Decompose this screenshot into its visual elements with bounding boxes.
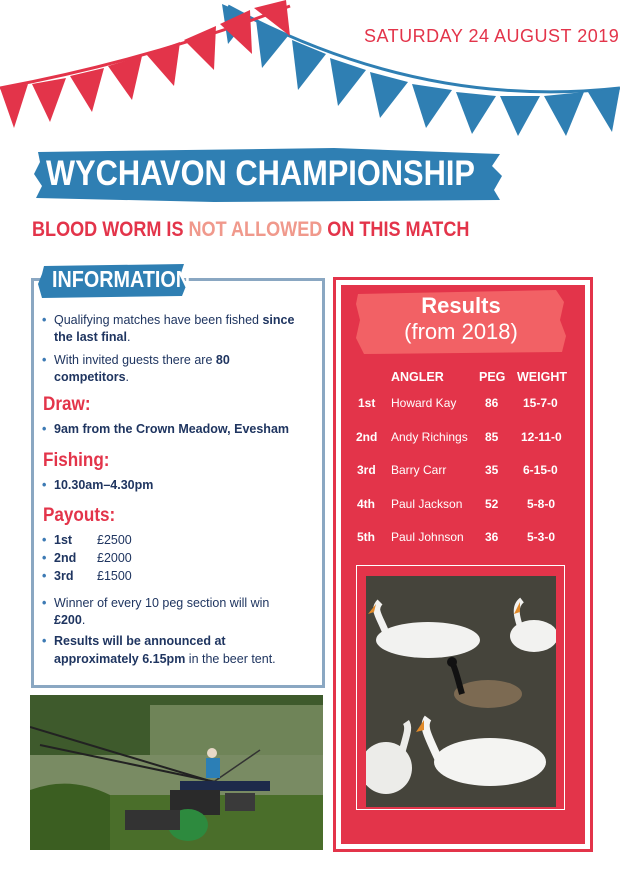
column-header-weight: WEIGHT bbox=[517, 370, 567, 384]
competitors-text: With invited guests there are bbox=[54, 353, 216, 367]
result-angler: Paul Johnson bbox=[391, 530, 464, 544]
payout-amount-2: £2000 bbox=[97, 551, 132, 565]
event-date: SATURDAY 24 AUGUST 2019 bbox=[364, 26, 620, 46]
fishing-times: 10.30am–4.30pm bbox=[54, 478, 154, 492]
result-angler: Howard Kay bbox=[391, 396, 457, 410]
qualifying-bold: since the last final bbox=[54, 313, 295, 344]
bunting-decoration bbox=[0, 0, 620, 160]
result-position: 4th bbox=[357, 497, 375, 511]
result-angler: Barry Carr bbox=[391, 463, 447, 477]
bullet-marker: • bbox=[42, 422, 47, 436]
bullet-marker: • bbox=[42, 478, 47, 492]
announce-place: in the beer tent. bbox=[185, 652, 276, 666]
section-prize-text bbox=[54, 595, 304, 629]
payout-place-3: 3rd bbox=[54, 569, 74, 583]
result-position: 3rd bbox=[357, 463, 376, 477]
result-weight: 5-3-0 bbox=[527, 530, 556, 544]
competitors-after: . bbox=[125, 370, 130, 384]
result-peg: 35 bbox=[485, 463, 499, 477]
bullet-marker: • bbox=[42, 596, 47, 610]
payout-place-2: 2nd bbox=[54, 551, 77, 565]
results-title: Results bbox=[421, 293, 501, 318]
payout-amount-1: £2500 bbox=[97, 533, 132, 547]
blood-worm-notice bbox=[32, 218, 469, 242]
results-subtitle: (from 2018) bbox=[404, 319, 518, 344]
result-angler: Paul Jackson bbox=[391, 497, 463, 511]
section-text: Winner of every 10 peg section will win bbox=[54, 596, 270, 610]
notice-not-allowed: NOT ALLOWED bbox=[188, 218, 323, 241]
swans-photo bbox=[366, 576, 556, 807]
info-competitors-text bbox=[54, 352, 284, 386]
bullet-marker: • bbox=[42, 569, 47, 583]
information-heading: INFORMATION bbox=[52, 266, 191, 292]
draw-heading: Draw: bbox=[43, 394, 91, 415]
result-weight: 6-15-0 bbox=[523, 463, 558, 477]
notice-text-end: ON THIS MATCH bbox=[322, 218, 470, 241]
result-angler: Andy Richings bbox=[391, 430, 468, 444]
result-peg: 36 bbox=[485, 530, 499, 544]
column-header-peg: PEG bbox=[479, 370, 506, 384]
payout-amount-3: £1500 bbox=[97, 569, 132, 583]
angler-fishing-photo bbox=[30, 695, 323, 850]
notice-text-start: BLOOD WORM IS bbox=[32, 218, 189, 241]
payout-place-1: 1st bbox=[54, 533, 73, 547]
bullet-marker: • bbox=[42, 533, 47, 547]
result-weight: 15-7-0 bbox=[523, 396, 558, 410]
result-position: 1st bbox=[358, 396, 376, 410]
competitors-bold: 80 competitors bbox=[54, 353, 230, 384]
result-position: 2nd bbox=[356, 430, 378, 444]
payouts-heading: Payouts: bbox=[43, 505, 116, 526]
bullet-marker: • bbox=[42, 313, 47, 327]
draw-text: 9am from the Crown Meadow, Evesham bbox=[54, 422, 290, 436]
announce-time: approximately 6.15pm bbox=[54, 652, 186, 666]
result-weight: 12-11-0 bbox=[521, 430, 562, 444]
column-header-angler: ANGLER bbox=[391, 370, 444, 384]
page-title: WYCHAVON CHAMPIONSHIP bbox=[46, 154, 475, 193]
result-position: 5th bbox=[357, 530, 375, 544]
info-qualifying-text bbox=[54, 312, 304, 346]
fishing-heading: Fishing: bbox=[43, 450, 110, 471]
result-peg: 85 bbox=[485, 430, 499, 444]
qualifying-text: Qualifying matches have been fished bbox=[54, 313, 263, 327]
section-after: . bbox=[81, 613, 86, 627]
results-announce-line1: Results will be announced at bbox=[54, 634, 226, 648]
bullet-marker: • bbox=[42, 551, 47, 565]
result-weight: 5-8-0 bbox=[527, 497, 556, 511]
qualifying-after: . bbox=[126, 330, 131, 344]
bullet-marker: • bbox=[42, 634, 47, 648]
bullet-marker: • bbox=[42, 353, 47, 367]
results-announce-line2 bbox=[54, 651, 276, 668]
result-peg: 52 bbox=[485, 497, 499, 511]
result-peg: 86 bbox=[485, 396, 499, 410]
section-prize: £200 bbox=[54, 613, 82, 627]
